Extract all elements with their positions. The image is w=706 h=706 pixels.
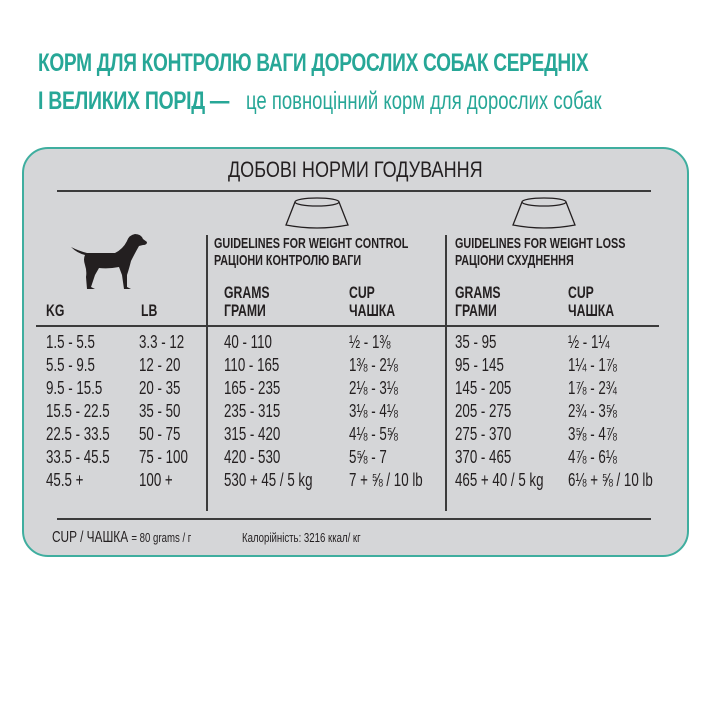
cup-conversion-note: CUP / ЧАШКА = 80 grams / г xyxy=(52,529,192,546)
headline-line-2 xyxy=(38,84,706,118)
table-row: 45.5 + 100 + 530 + 45 / 5 kg 7 + ⅝ / 10 lb 465 + 40 / 5 kg 6⅛ + ⅝ / 10 lb xyxy=(46,470,653,490)
header-divider xyxy=(36,325,659,327)
headline-bold-line-2: І ВЕЛИКИХ ПОРІД — xyxy=(38,87,230,115)
table-row: 22.5 - 33.5 50 - 75 315 - 420 4⅛ - 5⅝ 275 - 370 3⅝ - 4⅞ xyxy=(46,424,617,444)
footer-divider xyxy=(57,518,651,520)
table-row: 1.5 - 5.5 3.3 - 12 40 - 110 ½ - 1⅜ 35 - 95 ½ - 1¼ xyxy=(46,332,610,352)
weight-loss-header: GUIDELINES FOR WEIGHT LOSS РАЦІОНИ СХУДНЕННЯ xyxy=(455,235,626,269)
feeding-guide-title: ДОБОВІ НОРМИ ГОДУВАННЯ xyxy=(228,157,483,182)
food-bowl-icon xyxy=(507,196,581,230)
food-bowl-icon xyxy=(280,196,354,230)
title-divider xyxy=(57,190,651,192)
calorie-content: Калорійність: 3216 ккал/ кг xyxy=(242,530,361,545)
lb-column-header: LB xyxy=(141,301,158,320)
control-cup-header: CUP ЧАШКА xyxy=(349,283,396,320)
table-row: 33.5 - 45.5 75 - 100 420 - 530 5⅝ - 7 370 - 465 4⅞ - 6⅛ xyxy=(46,447,617,467)
table-row: 15.5 - 22.5 35 - 50 235 - 315 3⅛ - 4⅛ 205 - 275 2¾ - 3⅝ xyxy=(46,401,617,421)
table-row: 5.5 - 9.5 12 - 20 110 - 165 1⅜ - 2⅛ 95 - 145 1¼ - 1⅞ xyxy=(46,355,617,375)
loss-cup-header: CUP ЧАШКА xyxy=(568,283,615,320)
headline-line-1 xyxy=(38,46,706,84)
weight-control-header: GUIDELINES FOR WEIGHT CONTROL РАЦІОНИ КОНТРОЛЮ ВАГИ xyxy=(214,235,409,269)
feeding-guide-card xyxy=(22,147,689,557)
headline-description: це повноцінний корм для дорослих собак xyxy=(246,87,602,115)
table-row: 9.5 - 15.5 20 - 35 165 - 235 2⅛ - 3⅛ 145 - 205 1⅞ - 2¾ xyxy=(46,378,617,398)
dog-silhouette-icon xyxy=(69,231,151,291)
control-grams-header: GRAMS ГРАМИ xyxy=(224,283,270,320)
kg-column-header: KG xyxy=(46,301,65,320)
loss-grams-header: GRAMS ГРАМИ xyxy=(455,283,501,320)
headline-bold-line-1: КОРМ ДЛЯ КОНТРОЛЮ ВАГИ ДОРОСЛИХ СОБАК СЕРЕДНІХ xyxy=(38,49,589,77)
product-headline xyxy=(38,46,706,118)
